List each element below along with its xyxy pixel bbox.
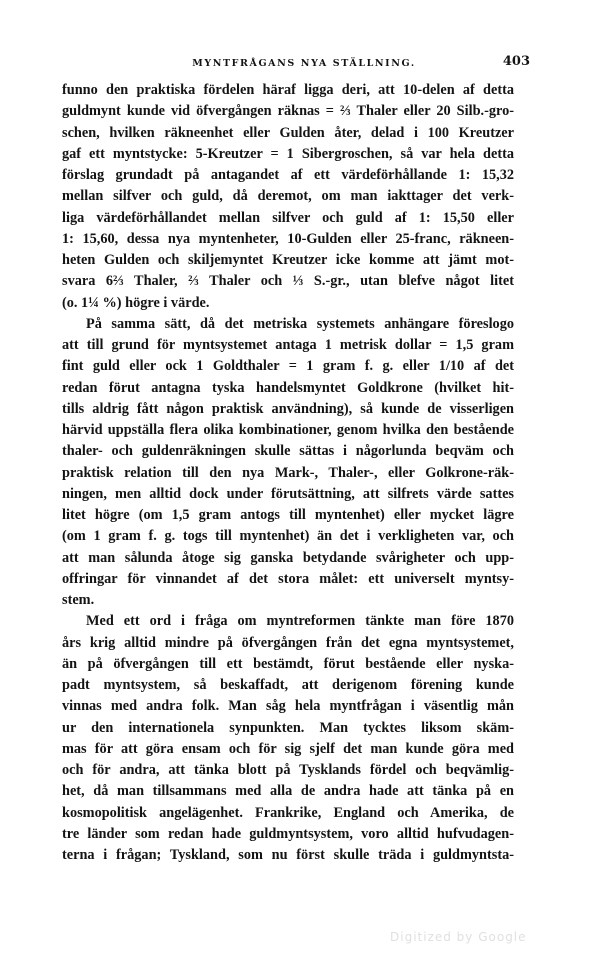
text-line: ningen, men alltid dock under förutsättning, att silfrets värde sattes: [62, 485, 514, 502]
text-line: (o. 1¼ %) högre i värde.: [62, 294, 210, 311]
text-line: härvid uppställa flera olika kombinationer, genom hvilka den bestående: [62, 422, 514, 438]
text-line: än på öfvergången till ett bestämdt, förut bestående eller nyska-: [62, 655, 514, 672]
text-line: offringar för vinnandet af det stora målet: ett universelt myntsy-: [62, 570, 514, 587]
text-line: På samma sätt, då det metriska systemets anhängare föreslogo: [86, 315, 514, 332]
text-line: förslag grundadt på antagandet af ett värdeförhållande 1: 15,32: [62, 167, 514, 183]
text-line: att man sålunda åtoge sig ganska betydande svårigheter och upp-: [62, 549, 514, 566]
text-line: och för andra, att tänka blott på Tysklands fördel och beqvämlig-: [62, 762, 514, 778]
text-line: terna i frågan; Tyskland, som nu först skulle träda i guldmyntsta-: [62, 847, 514, 863]
watermark: Digitized by Google: [390, 930, 527, 944]
text-line: schen, hvilken räkneenhet eller Gulden åter, delad i 100 Kreutzer: [62, 124, 514, 141]
page-header: [78, 50, 530, 72]
page-number: 403: [502, 54, 530, 69]
text-line: mas för att göra ensam och för sig sjelf det man kunde göra med: [62, 740, 514, 757]
text-line: heten Gulden och skiljemyntet Kreutzer icke komme att jämt mot-: [62, 252, 514, 268]
text-line: liga värdeförhållandet mellan silfver och guld af 1: 15,50 eller: [62, 209, 514, 226]
text-line: Med ett ord i fråga om myntreformen tänkte man före 1870: [86, 613, 514, 630]
text-line: fint guld eller ock 1 Goldthaler = 1 gram f. g. eller 1/10 af det: [62, 358, 514, 375]
text-line: tills aldrig fått någon praktisk användning), så kunde de visserligen: [62, 400, 514, 417]
text-line: padt myntsystem, så beskaffadt, att derigenom förening kunde: [62, 677, 514, 693]
text-line: 1: 15,60, dessa nya myntenheter, 10-Gulden eller 25-franc, räkneen-: [62, 230, 514, 247]
text-line: tre länder som redan hade guldmyntsystem, voro alltid hufvudagen-: [62, 825, 514, 842]
text-line: funno den praktiska fördelen häraf ligga deri, att 10-delen af detta: [62, 82, 514, 98]
text-line: ur den internationela synpunkten. Man tycktes liksom skäm-: [62, 719, 514, 736]
text-line: mellan silfver och guld, då deremot, om man iakttager det verk-: [62, 188, 514, 205]
text-line: svara 6⅔ Thaler, ⅔ Thaler och ⅓ S.-gr., utan blefve något litet: [62, 273, 514, 290]
text-line: att till grund för myntsystemet antaga 1 metrisk dollar = 1,5 gram: [62, 337, 514, 353]
text-line: gaf ett myntstycke: 5-Kreutzer = 1 Sibergroschen, så var hela detta: [62, 145, 514, 162]
running-title: MYNTFRÅGANS NYA STÄLLNING.: [192, 58, 416, 69]
text-line: litet högre (om 1,5 gram antogs till myntenhet) eller mycket lägre: [62, 507, 514, 523]
text-line: guldmynt kunde vid öfvergången räknas = ⅔ Thaler eller 20 Silb.-gro-: [62, 103, 514, 120]
text-line: praktisk relation till den nya Mark-, Thaler-, eller Golkrone-räk-: [62, 464, 514, 481]
text-line: thaler- och guldenräkningen skulle sättas i någorlunda beqväm och: [62, 443, 514, 460]
text-line: het, då man tillsammans med alla de andra hade att tänka på en: [62, 783, 514, 800]
text-line: vinnas med andra folk. Man såg hela myntfrågan i väsentlig mån: [62, 698, 514, 715]
text-line: redan förut antagna tyska handelsmyntet Goldkrone (hvilket hit-: [62, 379, 514, 396]
text-line: (om 1 gram f. g. togs till myntenhet) än det i verkligheten var, och: [62, 528, 514, 545]
body-text: [62, 80, 514, 866]
text-line: kosmopolitisk angelägenhet. Frankrike, England och Amerika, de: [62, 804, 514, 821]
text-line: års krig alltid mindre på öfvergången från det egna myntsystemet,: [62, 634, 514, 651]
text-line: stem.: [62, 592, 95, 608]
